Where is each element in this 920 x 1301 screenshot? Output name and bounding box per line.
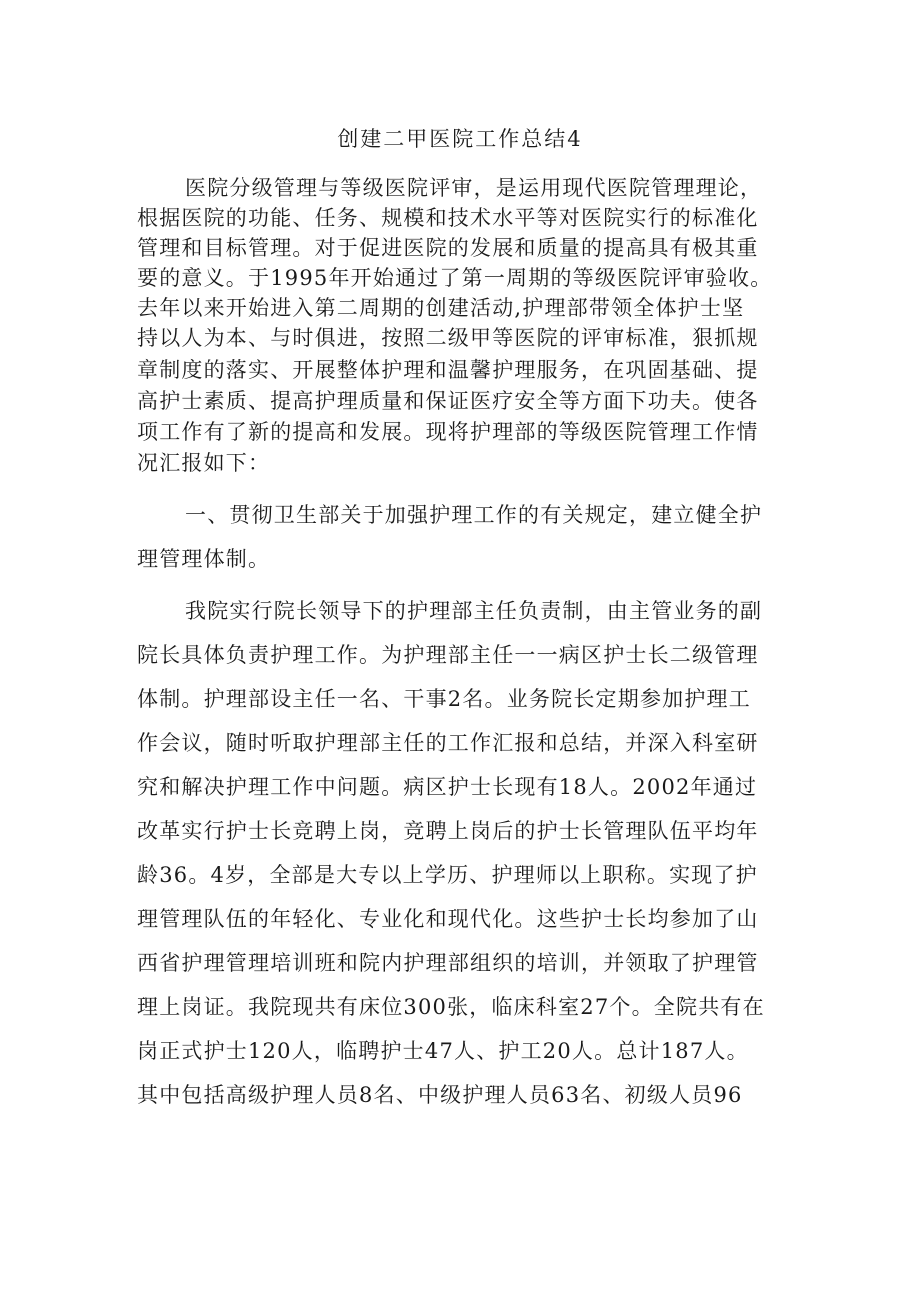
paragraph-1-line-1: 医院分级管理与等级医院评审，是运用现代医院管理理论， [185, 176, 763, 200]
paragraph-3-line-1: 我院实行院长领导下的护理部主任负责制，由主管业务的副 [185, 599, 763, 623]
document-title: 创建二甲医院工作总结4 [337, 127, 583, 151]
paragraph-3-line-7: 龄36。4岁，全部是大专以上学历、护理师以上职称。实现了护 [137, 863, 758, 887]
paragraph-1-line-8: 高护士素质、提高护理质量和保证医疗安全等方面下功夫。使各 [137, 389, 759, 413]
paragraph-3-line-4: 作会议，随时听取护理部主任的工作汇报和总结，并深入科室研 [137, 731, 759, 755]
paragraph-1-line-2: 根据医院的功能、任务、规模和技术水平等对医院实行的标准化 [137, 206, 759, 230]
section-heading-line-2: 理管理体制。 [137, 547, 271, 571]
paragraph-3-line-5: 究和解决护理工作中问题。病区护士长现有18人。2002年通过 [137, 775, 758, 799]
paragraph-3-line-2: 院长具体负责护理工作。为护理部主任一一病区护士长二级管理 [137, 643, 759, 667]
paragraph-3-line-9: 西省护理管理培训班和院内护理部组织的培训，并领取了护理管 [137, 951, 759, 975]
paragraph-1-line-7: 章制度的落实、开展整体护理和温馨护理服务，在巩固基础、提 [137, 358, 759, 382]
paragraph-3-line-10: 理上岗证。我院现共有床位300张，临床科室27个。全院共有在 [137, 995, 765, 1019]
paragraph-3-line-12: 其中包括高级护理人员8名、中级护理人员63名、初级人员96 [137, 1083, 743, 1107]
paragraph-3-line-11: 岗正式护士120人，临聘护士47人、护工20人。总计187人。 [137, 1039, 749, 1063]
paragraph-1-line-10: 况汇报如下： [137, 451, 271, 475]
paragraph-3-line-3: 体制。护理部设主任一名、干事2名。业务院长定期参加护理工 [137, 687, 751, 711]
paragraph-1-line-6: 持以人为本、与时俱进，按照二级甲等医院的评审标准，狠抓规 [137, 326, 759, 350]
paragraph-1-line-9: 项工作有了新的提高和发展。现将护理部的等级医院管理工作情 [137, 420, 759, 444]
paragraph-3-line-6: 改革实行护士长竞聘上岗，竞聘上岗后的护士长管理队伍平均年 [137, 819, 759, 843]
paragraph-1-line-3: 管理和目标管理。对于促进医院的发展和质量的提高具有极其重 [137, 236, 759, 260]
section-heading-line-1: 一、贯彻卫生部关于加强护理工作的有关规定，建立健全护 [185, 503, 763, 527]
paragraph-3-line-8: 理管理队伍的年轻化、专业化和现代化。这些护士长均参加了山 [137, 907, 759, 931]
paragraph-1-line-5: 去年以来开始进入第二周期的创建活动,护理部带领全体护士坚 [137, 296, 745, 320]
paragraph-1-line-4: 要的意义。于1995年开始通过了第一周期的等级医院评审验收。 [137, 266, 773, 290]
